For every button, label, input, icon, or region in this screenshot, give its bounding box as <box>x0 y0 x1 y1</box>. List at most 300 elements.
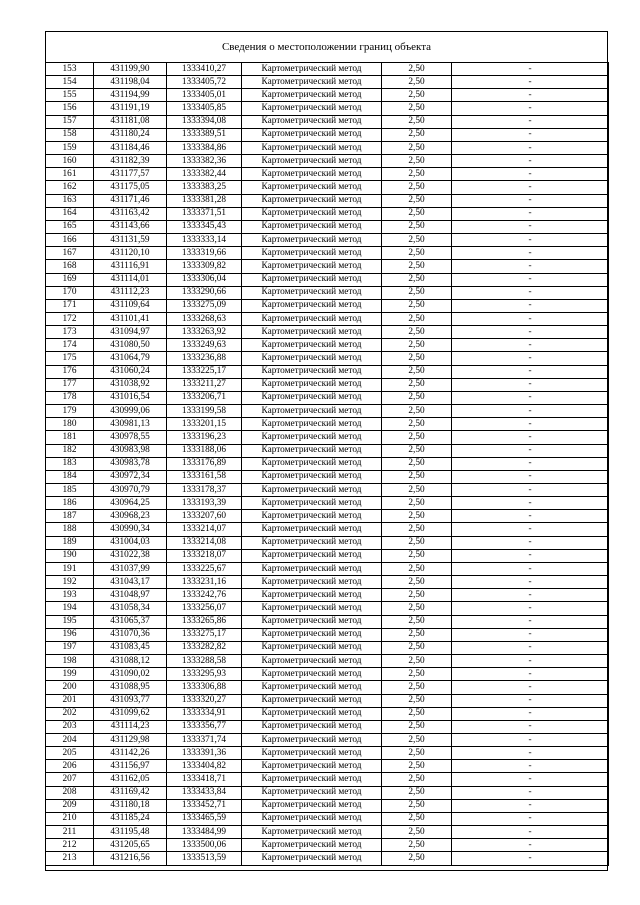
point-number-cell: 207 <box>46 773 94 786</box>
description-cell: - <box>452 839 609 852</box>
method-cell: Картометрический метод <box>242 194 382 207</box>
method-cell: Картометрический метод <box>242 826 382 839</box>
accuracy-cell: 2,50 <box>382 523 452 536</box>
y-coordinate-cell: 1333410,27 <box>167 63 242 76</box>
point-number-cell: 176 <box>46 365 94 378</box>
x-coordinate-cell: 431198,04 <box>94 76 167 89</box>
point-number-cell: 153 <box>46 63 94 76</box>
x-coordinate-cell: 431195,48 <box>94 826 167 839</box>
table-row <box>46 168 609 181</box>
x-coordinate-cell: 430983,98 <box>94 444 167 457</box>
x-coordinate-cell: 431114,23 <box>94 720 167 733</box>
y-coordinate-cell: 1333500,06 <box>167 839 242 852</box>
description-cell: - <box>452 549 609 562</box>
y-coordinate-cell: 1333295,93 <box>167 668 242 681</box>
point-number-cell: 199 <box>46 668 94 681</box>
point-number-cell: 171 <box>46 299 94 312</box>
description-cell: - <box>452 155 609 168</box>
description-cell: - <box>452 720 609 733</box>
method-cell: Картометрический метод <box>242 497 382 510</box>
table-row <box>46 826 609 839</box>
description-cell: - <box>452 641 609 654</box>
x-coordinate-cell: 431109,64 <box>94 299 167 312</box>
x-coordinate-cell: 431143,66 <box>94 220 167 233</box>
description-cell: - <box>452 786 609 799</box>
y-coordinate-cell: 1333405,72 <box>167 76 242 89</box>
table-row <box>46 431 609 444</box>
table-row <box>46 655 609 668</box>
accuracy-cell: 2,50 <box>382 365 452 378</box>
description-cell: - <box>452 63 609 76</box>
accuracy-cell: 2,50 <box>382 707 452 720</box>
accuracy-cell: 2,50 <box>382 562 452 575</box>
method-cell: Картометрический метод <box>242 602 382 615</box>
table-row <box>46 497 609 510</box>
y-coordinate-cell: 1333382,36 <box>167 155 242 168</box>
y-coordinate-cell: 1333404,82 <box>167 760 242 773</box>
y-coordinate-cell: 1333196,23 <box>167 431 242 444</box>
point-number-cell: 157 <box>46 115 94 128</box>
x-coordinate-cell: 431004,03 <box>94 536 167 549</box>
method-cell: Картометрический метод <box>242 418 382 431</box>
description-cell: - <box>452 128 609 141</box>
accuracy-cell: 2,50 <box>382 799 452 812</box>
point-number-cell: 192 <box>46 576 94 589</box>
accuracy-cell: 2,50 <box>382 720 452 733</box>
y-coordinate-cell: 1333249,63 <box>167 339 242 352</box>
description-cell: - <box>452 602 609 615</box>
y-coordinate-cell: 1333199,58 <box>167 405 242 418</box>
point-number-cell: 156 <box>46 102 94 115</box>
boundary-points-table <box>45 62 609 866</box>
x-coordinate-cell: 431184,46 <box>94 141 167 154</box>
x-coordinate-cell: 431112,23 <box>94 286 167 299</box>
y-coordinate-cell: 1333193,39 <box>167 497 242 510</box>
table-row <box>46 220 609 233</box>
method-cell: Картометрический метод <box>242 431 382 444</box>
x-coordinate-cell: 431131,59 <box>94 234 167 247</box>
y-coordinate-cell: 1333256,07 <box>167 602 242 615</box>
description-cell: - <box>452 536 609 549</box>
table-row <box>46 286 609 299</box>
description-cell: - <box>452 707 609 720</box>
description-cell: - <box>452 431 609 444</box>
y-coordinate-cell: 1333225,17 <box>167 365 242 378</box>
point-number-cell: 175 <box>46 352 94 365</box>
accuracy-cell: 2,50 <box>382 326 452 339</box>
accuracy-cell: 2,50 <box>382 733 452 746</box>
table-row <box>46 207 609 220</box>
point-number-cell: 182 <box>46 444 94 457</box>
method-cell: Картометрический метод <box>242 694 382 707</box>
description-cell: - <box>452 615 609 628</box>
accuracy-cell: 2,50 <box>382 497 452 510</box>
method-cell: Картометрический метод <box>242 576 382 589</box>
y-coordinate-cell: 1333214,08 <box>167 536 242 549</box>
table-row <box>46 141 609 154</box>
method-cell: Картометрический метод <box>242 707 382 720</box>
x-coordinate-cell: 431083,45 <box>94 641 167 654</box>
point-number-cell: 209 <box>46 799 94 812</box>
method-cell: Картометрический метод <box>242 799 382 812</box>
y-coordinate-cell: 1333288,58 <box>167 655 242 668</box>
table-row <box>46 852 609 865</box>
description-cell: - <box>452 89 609 102</box>
x-coordinate-cell: 431065,37 <box>94 615 167 628</box>
table-row <box>46 720 609 733</box>
accuracy-cell: 2,50 <box>382 102 452 115</box>
x-coordinate-cell: 431088,12 <box>94 655 167 668</box>
x-coordinate-cell: 431191,19 <box>94 102 167 115</box>
accuracy-cell: 2,50 <box>382 141 452 154</box>
accuracy-cell: 2,50 <box>382 286 452 299</box>
x-coordinate-cell: 431177,57 <box>94 168 167 181</box>
point-number-cell: 180 <box>46 418 94 431</box>
x-coordinate-cell: 431080,50 <box>94 339 167 352</box>
point-number-cell: 193 <box>46 589 94 602</box>
y-coordinate-cell: 1333214,07 <box>167 523 242 536</box>
y-coordinate-cell: 1333389,51 <box>167 128 242 141</box>
description-cell: - <box>452 812 609 825</box>
description-cell: - <box>452 220 609 233</box>
y-coordinate-cell: 1333333,14 <box>167 234 242 247</box>
point-number-cell: 168 <box>46 260 94 273</box>
table-row <box>46 549 609 562</box>
accuracy-cell: 2,50 <box>382 247 452 260</box>
method-cell: Картометрический метод <box>242 523 382 536</box>
x-coordinate-cell: 431163,42 <box>94 207 167 220</box>
x-coordinate-cell: 431180,18 <box>94 799 167 812</box>
description-cell: - <box>452 826 609 839</box>
accuracy-cell: 2,50 <box>382 168 452 181</box>
x-coordinate-cell: 431090,02 <box>94 668 167 681</box>
y-coordinate-cell: 1333218,07 <box>167 549 242 562</box>
description-cell: - <box>452 681 609 694</box>
x-coordinate-cell: 431142,26 <box>94 747 167 760</box>
accuracy-cell: 2,50 <box>382 694 452 707</box>
method-cell: Картометрический метод <box>242 457 382 470</box>
x-coordinate-cell: 430990,34 <box>94 523 167 536</box>
y-coordinate-cell: 1333201,15 <box>167 418 242 431</box>
y-coordinate-cell: 1333345,43 <box>167 220 242 233</box>
y-coordinate-cell: 1333383,25 <box>167 181 242 194</box>
y-coordinate-cell: 1333452,71 <box>167 799 242 812</box>
y-coordinate-cell: 1333334,91 <box>167 707 242 720</box>
x-coordinate-cell: 431048,97 <box>94 589 167 602</box>
accuracy-cell: 2,50 <box>382 444 452 457</box>
method-cell: Картометрический метод <box>242 260 382 273</box>
description-cell: - <box>452 141 609 154</box>
description-cell: - <box>452 655 609 668</box>
method-cell: Картометрический метод <box>242 786 382 799</box>
accuracy-cell: 2,50 <box>382 273 452 286</box>
table-row <box>46 786 609 799</box>
method-cell: Картометрический метод <box>242 549 382 562</box>
accuracy-cell: 2,50 <box>382 76 452 89</box>
x-coordinate-cell: 430972,34 <box>94 470 167 483</box>
point-number-cell: 160 <box>46 155 94 168</box>
table-row <box>46 391 609 404</box>
accuracy-cell: 2,50 <box>382 405 452 418</box>
description-cell: - <box>452 286 609 299</box>
y-coordinate-cell: 1333418,71 <box>167 773 242 786</box>
description-cell: - <box>452 799 609 812</box>
accuracy-cell: 2,50 <box>382 470 452 483</box>
point-number-cell: 200 <box>46 681 94 694</box>
description-cell: - <box>452 260 609 273</box>
table-row <box>46 641 609 654</box>
x-coordinate-cell: 431171,46 <box>94 194 167 207</box>
table-row <box>46 839 609 852</box>
accuracy-cell: 2,50 <box>382 431 452 444</box>
table-row <box>46 760 609 773</box>
accuracy-cell: 2,50 <box>382 655 452 668</box>
method-cell: Картометрический метод <box>242 155 382 168</box>
table-row <box>46 352 609 365</box>
description-cell: - <box>452 273 609 286</box>
y-coordinate-cell: 1333391,36 <box>167 747 242 760</box>
y-coordinate-cell: 1333384,86 <box>167 141 242 154</box>
point-number-cell: 206 <box>46 760 94 773</box>
table-row <box>46 773 609 786</box>
method-cell: Картометрический метод <box>242 141 382 154</box>
method-cell: Картометрический метод <box>242 273 382 286</box>
point-number-cell: 166 <box>46 234 94 247</box>
table-row <box>46 365 609 378</box>
method-cell: Картометрический метод <box>242 365 382 378</box>
accuracy-cell: 2,50 <box>382 576 452 589</box>
description-cell: - <box>452 733 609 746</box>
description-cell: - <box>452 102 609 115</box>
method-cell: Картометрический метод <box>242 299 382 312</box>
accuracy-cell: 2,50 <box>382 549 452 562</box>
method-cell: Картометрический метод <box>242 207 382 220</box>
accuracy-cell: 2,50 <box>382 89 452 102</box>
y-coordinate-cell: 1333265,86 <box>167 615 242 628</box>
method-cell: Картометрический метод <box>242 668 382 681</box>
accuracy-cell: 2,50 <box>382 760 452 773</box>
method-cell: Картометрический метод <box>242 747 382 760</box>
description-cell: - <box>452 523 609 536</box>
x-coordinate-cell: 431114,01 <box>94 273 167 286</box>
description-cell: - <box>452 418 609 431</box>
y-coordinate-cell: 1333306,88 <box>167 681 242 694</box>
y-coordinate-cell: 1333231,16 <box>167 576 242 589</box>
table-row <box>46 733 609 746</box>
x-coordinate-cell: 431101,41 <box>94 312 167 325</box>
point-number-cell: 154 <box>46 76 94 89</box>
method-cell: Картометрический метод <box>242 339 382 352</box>
method-cell: Картометрический метод <box>242 852 382 865</box>
y-coordinate-cell: 1333433,84 <box>167 786 242 799</box>
method-cell: Картометрический метод <box>242 63 382 76</box>
method-cell: Картометрический метод <box>242 352 382 365</box>
y-coordinate-cell: 1333306,04 <box>167 273 242 286</box>
description-cell: - <box>452 339 609 352</box>
description-cell: - <box>452 312 609 325</box>
y-coordinate-cell: 1333275,09 <box>167 299 242 312</box>
point-number-cell: 208 <box>46 786 94 799</box>
y-coordinate-cell: 1333242,76 <box>167 589 242 602</box>
accuracy-cell: 2,50 <box>382 207 452 220</box>
point-number-cell: 196 <box>46 628 94 641</box>
table-row <box>46 510 609 523</box>
accuracy-cell: 2,50 <box>382 641 452 654</box>
table-row <box>46 628 609 641</box>
y-coordinate-cell: 1333465,59 <box>167 812 242 825</box>
description-cell: - <box>452 247 609 260</box>
x-coordinate-cell: 431116,91 <box>94 260 167 273</box>
method-cell: Картометрический метод <box>242 76 382 89</box>
table-row <box>46 234 609 247</box>
point-number-cell: 179 <box>46 405 94 418</box>
y-coordinate-cell: 1333161,58 <box>167 470 242 483</box>
table-row <box>46 273 609 286</box>
table-row <box>46 102 609 115</box>
description-cell: - <box>452 562 609 575</box>
y-coordinate-cell: 1333225,67 <box>167 562 242 575</box>
y-coordinate-cell: 1333236,88 <box>167 352 242 365</box>
point-number-cell: 174 <box>46 339 94 352</box>
description-cell: - <box>452 628 609 641</box>
method-cell: Картометрический метод <box>242 444 382 457</box>
point-number-cell: 183 <box>46 457 94 470</box>
point-number-cell: 201 <box>46 694 94 707</box>
point-number-cell: 170 <box>46 286 94 299</box>
point-number-cell: 172 <box>46 312 94 325</box>
y-coordinate-cell: 1333513,59 <box>167 852 242 865</box>
method-cell: Картометрический метод <box>242 641 382 654</box>
x-coordinate-cell: 431022,38 <box>94 549 167 562</box>
method-cell: Картометрический метод <box>242 89 382 102</box>
method-cell: Картометрический метод <box>242 536 382 549</box>
table-row <box>46 444 609 457</box>
accuracy-cell: 2,50 <box>382 681 452 694</box>
x-coordinate-cell: 430983,78 <box>94 457 167 470</box>
y-coordinate-cell: 1333405,85 <box>167 102 242 115</box>
table-row <box>46 181 609 194</box>
x-coordinate-cell: 430968,23 <box>94 510 167 523</box>
accuracy-cell: 2,50 <box>382 181 452 194</box>
accuracy-cell: 2,50 <box>382 352 452 365</box>
table-row <box>46 299 609 312</box>
table-row <box>46 536 609 549</box>
point-number-cell: 158 <box>46 128 94 141</box>
x-coordinate-cell: 431162,05 <box>94 773 167 786</box>
accuracy-cell: 2,50 <box>382 668 452 681</box>
accuracy-cell: 2,50 <box>382 418 452 431</box>
description-cell: - <box>452 299 609 312</box>
accuracy-cell: 2,50 <box>382 589 452 602</box>
table-row <box>46 615 609 628</box>
table-row <box>46 418 609 431</box>
method-cell: Картометрический метод <box>242 220 382 233</box>
table-body <box>46 63 609 866</box>
x-coordinate-cell: 431070,36 <box>94 628 167 641</box>
y-coordinate-cell: 1333176,89 <box>167 457 242 470</box>
point-number-cell: 169 <box>46 273 94 286</box>
accuracy-cell: 2,50 <box>382 260 452 273</box>
method-cell: Картометрический метод <box>242 562 382 575</box>
description-cell: - <box>452 234 609 247</box>
table-row <box>46 247 609 260</box>
y-coordinate-cell: 1333263,92 <box>167 326 242 339</box>
y-coordinate-cell: 1333484,99 <box>167 826 242 839</box>
table-row <box>46 457 609 470</box>
table-row <box>46 326 609 339</box>
point-number-cell: 211 <box>46 826 94 839</box>
accuracy-cell: 2,50 <box>382 812 452 825</box>
y-coordinate-cell: 1333275,17 <box>167 628 242 641</box>
point-number-cell: 188 <box>46 523 94 536</box>
x-coordinate-cell: 431038,92 <box>94 378 167 391</box>
description-cell: - <box>452 668 609 681</box>
description-cell: - <box>452 378 609 391</box>
accuracy-cell: 2,50 <box>382 63 452 76</box>
x-coordinate-cell: 431058,34 <box>94 602 167 615</box>
x-coordinate-cell: 431181,08 <box>94 115 167 128</box>
document-frame <box>45 31 608 871</box>
table-row <box>46 339 609 352</box>
point-number-cell: 203 <box>46 720 94 733</box>
description-cell: - <box>452 194 609 207</box>
x-coordinate-cell: 430981,13 <box>94 418 167 431</box>
accuracy-cell: 2,50 <box>382 378 452 391</box>
x-coordinate-cell: 430970,79 <box>94 484 167 497</box>
table-row <box>46 562 609 575</box>
description-cell: - <box>452 497 609 510</box>
method-cell: Картометрический метод <box>242 812 382 825</box>
point-number-cell: 189 <box>46 536 94 549</box>
accuracy-cell: 2,50 <box>382 602 452 615</box>
method-cell: Картометрический метод <box>242 628 382 641</box>
method-cell: Картометрический метод <box>242 681 382 694</box>
method-cell: Картометрический метод <box>242 312 382 325</box>
x-coordinate-cell: 431037,99 <box>94 562 167 575</box>
method-cell: Картометрический метод <box>242 326 382 339</box>
description-cell: - <box>452 405 609 418</box>
x-coordinate-cell: 431016,54 <box>94 391 167 404</box>
table-row <box>46 668 609 681</box>
y-coordinate-cell: 1333268,63 <box>167 312 242 325</box>
y-coordinate-cell: 1333206,71 <box>167 391 242 404</box>
x-coordinate-cell: 431194,99 <box>94 89 167 102</box>
description-cell: - <box>452 326 609 339</box>
accuracy-cell: 2,50 <box>382 510 452 523</box>
table-row <box>46 155 609 168</box>
point-number-cell: 205 <box>46 747 94 760</box>
y-coordinate-cell: 1333356,77 <box>167 720 242 733</box>
table-row <box>46 194 609 207</box>
y-coordinate-cell: 1333381,28 <box>167 194 242 207</box>
y-coordinate-cell: 1333405,01 <box>167 89 242 102</box>
table-row <box>46 523 609 536</box>
accuracy-cell: 2,50 <box>382 220 452 233</box>
x-coordinate-cell: 431175,05 <box>94 181 167 194</box>
accuracy-cell: 2,50 <box>382 194 452 207</box>
accuracy-cell: 2,50 <box>382 615 452 628</box>
description-cell: - <box>452 391 609 404</box>
point-number-cell: 163 <box>46 194 94 207</box>
method-cell: Картометрический метод <box>242 405 382 418</box>
table-row <box>46 707 609 720</box>
point-number-cell: 155 <box>46 89 94 102</box>
point-number-cell: 185 <box>46 484 94 497</box>
x-coordinate-cell: 431205,65 <box>94 839 167 852</box>
point-number-cell: 197 <box>46 641 94 654</box>
method-cell: Картометрический метод <box>242 378 382 391</box>
point-number-cell: 212 <box>46 839 94 852</box>
